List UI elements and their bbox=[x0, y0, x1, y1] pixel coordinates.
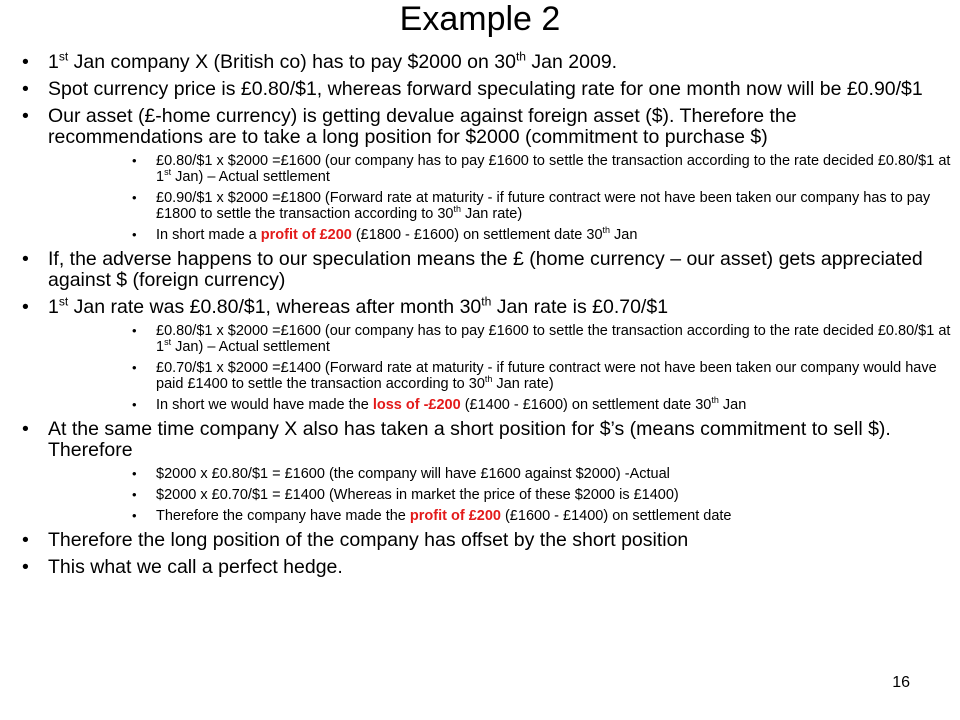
bullet-6: • At the same time company X also has taken a short position for $’s (means commitment to sell $). Therefore • $2000 x £0.80/$1 = £1600 (the company will have £1600 against $2000) -Actual • $2000 x £0.70/$1 = £1400 (Whereas in market the price of these $2000 is £1400) • Therefore the company have made the profit of £200 (£1600 - £1400) on settlement date bbox=[22, 419, 952, 524]
sub-bullet: • In short we would have made the loss of -£200 (£1400 - £1600) on settlement date 30th Jan bbox=[132, 397, 952, 413]
sub-bullet: • $2000 x £0.80/$1 = £1600 (the company will have £1600 against $2000) -Actual bbox=[132, 466, 952, 482]
sub-bullet-list bbox=[48, 466, 952, 524]
bullet-1: • 1st Jan company X (British co) has to pay $2000 on 30th Jan 2009. bbox=[22, 52, 952, 73]
slide-content bbox=[22, 49, 952, 584]
sub-bullet: • £0.80/$1 x $2000 =£1600 (our company has to pay £1600 to settle the transaction according to the rate decided £0.80/$1 at 1st Jan) – Actual settlement bbox=[132, 153, 952, 185]
profit-highlight: profit of £200 bbox=[409, 508, 501, 524]
sub-bullet: • £0.70/$1 x $2000 =£1400 (Forward rate at maturity - if future contract were not have been taken our company would have paid £1400 to settle the transaction according to 30th Jan rate) bbox=[132, 360, 952, 392]
sub-bullet-list bbox=[48, 153, 952, 243]
bullet-8: • This what we call a perfect hedge. bbox=[22, 557, 952, 578]
bullet-2: • Spot currency price is £0.80/$1, whereas forward speculating rate for one month now will be £0.90/$1 bbox=[22, 79, 952, 100]
bullet-7: • Therefore the long position of the company has offset by the short position bbox=[22, 530, 952, 551]
sub-bullet-list bbox=[48, 323, 952, 413]
page-number: 16 bbox=[892, 674, 910, 691]
bullet-5: • 1st Jan rate was £0.80/$1, whereas after month 30th Jan rate is £0.70/$1 • £0.80/$1 x $2000 =£1600 (our company has to pay £1600 to settle the transaction according to the rate decided £0.80/$1 at 1st Jan) – Actual settlement • £0.70/$1 x $2000 =£1400 (Forward rate at maturity - if future contract were not have been taken our company would have paid £1400 to settle the transaction according to 30th Jan rate) • In short we would have made the loss of -£200 (£1400 - £1600) on settlement date 30th Jan bbox=[22, 297, 952, 413]
bullet-list bbox=[22, 49, 952, 578]
slide-title: Example 2 bbox=[399, 0, 561, 38]
sub-bullet: • $2000 x £0.70/$1 = £1400 (Whereas in market the price of these $2000 is £1400) bbox=[132, 487, 952, 503]
sub-bullet: • £0.80/$1 x $2000 =£1600 (our company has to pay £1600 to settle the transaction according to the rate decided £0.80/$1 at 1st Jan) – Actual settlement bbox=[132, 323, 952, 355]
profit-highlight: profit of £200 bbox=[260, 227, 352, 243]
sub-bullet: • In short made a profit of £200 (£1800 - £1600) on settlement date 30th Jan bbox=[132, 227, 952, 243]
loss-highlight: loss of -£200 bbox=[372, 397, 461, 413]
sub-bullet: • £0.90/$1 x $2000 =£1800 (Forward rate at maturity - if future contract were not have been taken our company has to pay £1800 to settle the transaction according to 30th Jan rate) bbox=[132, 190, 952, 222]
bullet-3: • Our asset (£-home currency) is getting devalue against foreign asset ($). Therefore the recommendations are to take a long position for $2000 (commitment to purchase $) • £0.80/$1 x $2000 =£1600 (our company has to pay £1600 to settle the transaction according to the rate decided £0.80/$1 at 1st Jan) – Actual settlement • £0.90/$1 x $2000 =£1800 (Forward rate at maturity - if future contract were not have been taken our company has to pay £1800 to settle the transaction according to 30th Jan rate) • In short made a profit of £200 (£1800 - £1600) on settlement date 30th Jan bbox=[22, 106, 952, 243]
bullet-4: • If, the adverse happens to our speculation means the £ (home currency – our asset) gets appreciated against $ (foreign currency) bbox=[22, 249, 952, 291]
sub-bullet: • Therefore the company have made the profit of £200 (£1600 - £1400) on settlement date bbox=[132, 508, 952, 524]
